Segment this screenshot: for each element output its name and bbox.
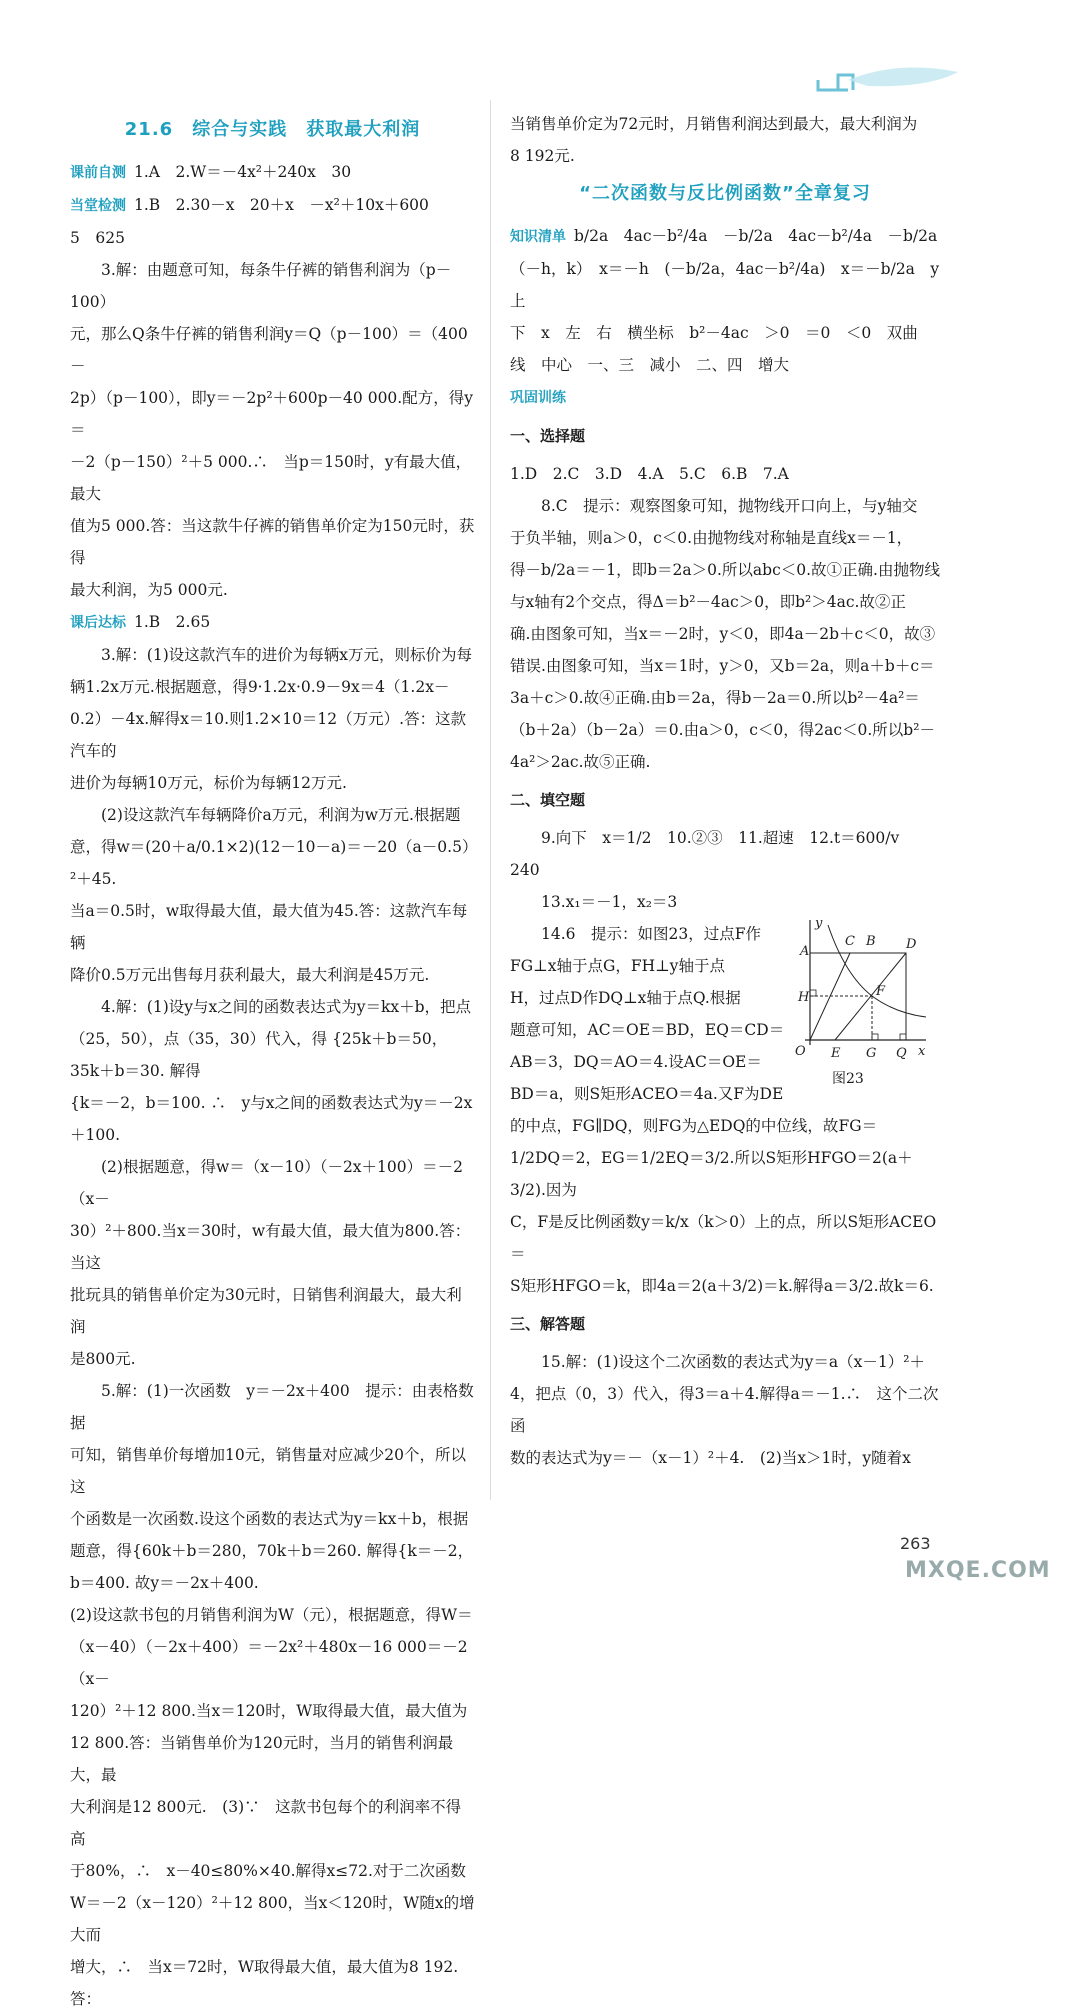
line-text: 9.向下 x＝1/2 10.②③ 11.超速 12.t＝600/v 240 bbox=[510, 829, 915, 879]
line-text: S矩形HFGO＝k，即4a＝2(a＋3/2)＝k.解得a＝3/2.故k＝6. bbox=[510, 1277, 934, 1295]
line-text: 的中点，FG∥DQ，则FG为△EDQ的中位线，故FG＝ bbox=[510, 1117, 878, 1135]
text-line bbox=[70, 1087, 475, 1151]
right-top-lines bbox=[510, 108, 940, 172]
figure-label: D bbox=[906, 937, 917, 952]
text-line bbox=[510, 1142, 940, 1206]
line-text: 可知，销售单价每增加10元，销售量对应减少20个，所以这 bbox=[70, 1446, 466, 1496]
text-line bbox=[70, 1023, 475, 1087]
line-text: W＝－2（x－120）²＋12 800，当x＜120时，W随x的增大而 bbox=[70, 1894, 475, 1944]
text-line bbox=[70, 639, 475, 671]
section-title-left: 21.6 综合与实践 获取最大利润 bbox=[124, 119, 421, 140]
header-decoration bbox=[808, 50, 968, 100]
figure-label: y bbox=[815, 916, 823, 931]
line-text: 30）²＋800.当x＝30时，w有最大值，最大值为800.答：当这 bbox=[70, 1222, 471, 1272]
line-text: 错误.由图象可知，当x＝1时，y＞0，又b＝2a，则a＋b＋c＝ bbox=[510, 657, 935, 675]
text-line bbox=[70, 1887, 475, 1951]
text-line bbox=[70, 446, 475, 510]
text-line bbox=[70, 382, 475, 446]
text-line bbox=[510, 522, 940, 554]
line-text: 8.C 提示：观察图象可知，抛物线开口向上，与y轴交 bbox=[541, 497, 918, 515]
text-line bbox=[510, 1442, 940, 1474]
line-text: 15.解：(1)设这个二次函数的表达式为y＝a（x－1）²＋ bbox=[541, 1353, 925, 1371]
line-text: （－h，k） x＝－h (－b/2a，4ac－b²/4a) x＝－b/2a y 上 bbox=[510, 260, 955, 310]
text-line bbox=[70, 606, 475, 639]
text-line bbox=[70, 254, 475, 318]
text-line bbox=[510, 886, 940, 918]
line-text: 1.D 2.C 3.D 4.A 5.C 6.B 7.A bbox=[510, 465, 789, 483]
text-line bbox=[510, 1378, 940, 1442]
text-line bbox=[70, 318, 475, 382]
figure-label: C bbox=[845, 934, 855, 949]
line-text: (2)根据题意，得w＝（x－10）（－2x＋100）＝－2（x－ bbox=[70, 1158, 463, 1208]
line-text: b/2a 4ac－b²/4a －b/2a 4ac－b²/4a －b/2a bbox=[574, 227, 938, 245]
line-text: 当销售单价定为72元时，月销售利润达到最大，最大利润为 bbox=[510, 115, 918, 133]
text-line bbox=[70, 1727, 475, 1791]
line-text: 最大利润，为5 000元. bbox=[70, 581, 228, 599]
text-line bbox=[510, 381, 940, 414]
line-text: C，F是反比例函数y＝k/x（k＞0）上的点，所以S矩形ACEO＝ bbox=[510, 1213, 937, 1263]
text-line bbox=[510, 618, 940, 650]
text-line bbox=[510, 714, 940, 746]
text-line bbox=[510, 140, 940, 172]
line-text: AB＝3，DQ＝AO＝4.设AC＝OE＝ bbox=[510, 1053, 762, 1071]
left-lines bbox=[70, 156, 475, 2015]
line-text: 确.由图象可知，当x＝－2时，y＜0，即4a－2b＋c＜0，故③ bbox=[510, 625, 936, 643]
figure-label: H bbox=[798, 990, 810, 1005]
line-text: 4a²＞2ac.故⑤正确. bbox=[510, 753, 651, 771]
text-line bbox=[70, 1151, 475, 1215]
line-text: （x－40）（－2x＋400）＝－2x²＋480x－16 000＝－2（x－ bbox=[70, 1638, 468, 1688]
line-text: 120）²＋12 800.当x＝120时，W取得最大值，最大值为 bbox=[70, 1702, 468, 1720]
text-line bbox=[70, 1535, 475, 1599]
line-text: 13.x₁＝－1，x₂＝3 bbox=[541, 893, 678, 911]
line-text: 5 625 bbox=[70, 229, 125, 247]
line-text: 1.A 2.W＝－4x²＋240x 30 bbox=[134, 163, 352, 181]
line-text: H，过点D作DQ⊥x轴于点Q.根据 bbox=[510, 989, 741, 1007]
text-line bbox=[510, 1346, 940, 1378]
line-text: (2)设这款书包的月销售利润为W（元），根据题意，得W＝ bbox=[70, 1606, 473, 1624]
text-line bbox=[70, 1343, 475, 1375]
text-line bbox=[70, 799, 475, 831]
figure-label: E bbox=[831, 1046, 841, 1061]
text-line bbox=[70, 1791, 475, 1855]
section-label: 当堂检测 bbox=[70, 198, 126, 214]
text-line bbox=[70, 831, 475, 895]
text-line bbox=[70, 1855, 475, 1887]
subsection-heading: 一、选择题 bbox=[510, 427, 586, 445]
line-text: 3a＋c＞0.故④正确.由b＝2a，得b－2a＝0.所以b²－4a²＝ bbox=[510, 689, 920, 707]
line-text: 0.2）－4x.解得x＝10.则1.2×10＝12（万元）.答：这款汽车的 bbox=[70, 710, 467, 760]
line-text: 4，把点（0，3）代入，得3＝a＋4.解得a＝－1.∴ 这个二次函 bbox=[510, 1385, 939, 1435]
text-line bbox=[510, 317, 940, 349]
text-line bbox=[70, 991, 475, 1023]
line-text: 进价为每辆10万元，标价为每辆12万元. bbox=[70, 774, 347, 792]
section-label: 巩固训练 bbox=[510, 390, 566, 406]
figure-label: Q bbox=[896, 1046, 907, 1061]
line-text: 与x轴有2个交点，得Δ＝b²－4ac＞0，即b²＞4ac.故②正 bbox=[510, 593, 906, 611]
text-line bbox=[70, 1439, 475, 1503]
line-text: BD＝a，则S矩形ACEO＝4a.又F为DE bbox=[510, 1085, 784, 1103]
text-line bbox=[510, 253, 955, 317]
line-text: 8 192元. bbox=[510, 147, 575, 165]
line-text: 数的表达式为y＝－（x－1）²＋4. (2)当x＞1时，y随着x bbox=[510, 1449, 911, 1467]
text-line bbox=[70, 222, 475, 254]
line-text: －2（p－150）²＋5 000.∴ 当p＝150时，y有最大值，最大 bbox=[70, 453, 472, 503]
right-column bbox=[510, 108, 955, 1474]
text-line bbox=[510, 554, 940, 586]
text-line bbox=[70, 574, 475, 606]
line-text: 增大，∴ 当x＝72时，W取得最大值，最大值为8 192.答： bbox=[70, 1958, 459, 2008]
text-line bbox=[70, 895, 475, 959]
text-line bbox=[510, 1206, 940, 1270]
section-title-right: “二次函数与反比例函数”全章复习 bbox=[579, 183, 871, 204]
line-text: 题意，得{60k＋b＝280，70k＋b＝260. 解得{k＝－2，b＝400. 故y＝－2x＋400. bbox=[70, 1542, 474, 1592]
line-text: {k＝－2，b＝100. ∴ y与x之间的函数表达式为y＝－2x＋100. bbox=[70, 1094, 473, 1144]
section-label: 知识清单 bbox=[510, 229, 566, 245]
text-line bbox=[70, 189, 475, 222]
text-line bbox=[510, 490, 940, 522]
figure-label: F bbox=[876, 984, 886, 999]
text-line bbox=[510, 1270, 940, 1302]
section-label: 课前自测 bbox=[70, 165, 126, 181]
line-text: 14.6 提示：如图23，过点F作 bbox=[541, 925, 761, 943]
text-line bbox=[70, 510, 475, 574]
text-line bbox=[70, 1215, 475, 1279]
text-line bbox=[70, 1279, 475, 1343]
text-line bbox=[510, 458, 940, 490]
line-text: 下 x 左 右 横坐标 b²－4ac ＞0 ＝0 ＜0 双曲 bbox=[510, 324, 918, 342]
line-text: 是800元. bbox=[70, 1350, 136, 1368]
line-text: 1/2DQ＝2，EG＝1/2EQ＝3/2.所以S矩形HFGO＝2(a＋3/2).因为 bbox=[510, 1149, 913, 1199]
text-line bbox=[70, 767, 475, 799]
text-line bbox=[70, 1631, 475, 1695]
line-text: 个函数是一次函数.设这个函数的表达式为y＝kx＋b，根据 bbox=[70, 1510, 469, 1528]
text-line bbox=[510, 586, 940, 618]
line-text: 2p）（p－100），即y＝－2p²＋600p－40 000.配方，得y＝ bbox=[70, 389, 473, 439]
line-text: （b＋2a）（b－2a）＝0.由a＞0，c＜0，得2ac＜0.所以b²－ bbox=[510, 721, 935, 739]
page-number: 263 bbox=[900, 1534, 931, 1553]
right-lines bbox=[510, 220, 955, 1474]
line-text: 5.解：(1)一次函数 y＝－2x＋400 提示：由表格数据 bbox=[70, 1382, 474, 1432]
line-text: 题意可知，AC＝OE＝BD，EQ＝CD＝ bbox=[510, 1021, 785, 1039]
figure-caption: 图23 bbox=[832, 1071, 864, 1087]
text-line bbox=[510, 746, 940, 778]
text-line bbox=[510, 822, 940, 886]
line-text: 值为5 000.答：当这款牛仔裤的销售单价定为150元时，获得 bbox=[70, 517, 475, 567]
line-text: 降价0.5万元出售每月获利最大，最大利润是45万元. bbox=[70, 966, 430, 984]
figure-label: O bbox=[795, 1044, 806, 1059]
line-text: 1.B 2.30－x 20＋x －x²＋10x＋600 bbox=[134, 196, 429, 214]
line-text: (2)设这款汽车每辆降价a万元，利润为w万元.根据题 bbox=[101, 806, 461, 824]
text-line bbox=[510, 682, 940, 714]
line-text: 得－b/2a＝－1，即b＝2a＞0.所以abc＜0.故①正确.由抛物线 bbox=[510, 561, 940, 579]
text-line bbox=[70, 1503, 475, 1535]
line-text: 于负半轴，则a＞0，c＜0.由抛物线对称轴是直线x＝－1， bbox=[510, 529, 913, 547]
left-column bbox=[70, 108, 475, 2015]
text-line bbox=[70, 1951, 475, 2015]
line-text: 当a＝0.5时，w取得最大值，最大值为45.答：这款汽车每辆 bbox=[70, 902, 468, 952]
line-text: 辆1.2x万元.根据题意，得9·1.2x·0.9－9x＝4（1.2x－ bbox=[70, 678, 450, 696]
text-line bbox=[510, 220, 940, 253]
text-line bbox=[70, 1695, 475, 1727]
subsection-heading: 二、填空题 bbox=[510, 791, 586, 809]
line-text: 4.解：(1)设y与x之间的函数表达式为y＝kx＋b，把点 bbox=[101, 998, 472, 1016]
text-line bbox=[70, 703, 475, 767]
line-text: 元，那么Q条牛仔裤的销售利润y＝Q（p－100）＝（400－ bbox=[70, 325, 468, 375]
section-label: 课后达标 bbox=[70, 615, 126, 631]
text-line bbox=[70, 671, 475, 703]
line-text: 于80%，∴ x－40≤80%×40.解得x≤72.对于二次函数 bbox=[70, 1862, 466, 1880]
text-line bbox=[70, 959, 475, 991]
line-text: 意，得w＝(20＋a/0.1×2)(12－10－a)＝－20（a－0.5）²＋45. bbox=[70, 838, 470, 888]
line-text: 3.解：由题意可知，每条牛仔裤的销售利润为（p－100） bbox=[70, 261, 452, 311]
line-text: （25，50），点（35，30）代入，得 {25k＋b＝50，35k＋b＝30. 解得 bbox=[70, 1030, 448, 1080]
line-text: 12 800.答：当销售单价为120元时，当月的销售利润最大，最 bbox=[70, 1734, 454, 1784]
text-line bbox=[510, 349, 940, 381]
text-line bbox=[70, 1599, 475, 1631]
column-divider bbox=[490, 100, 491, 1500]
line-text: 线 中心 一、三 减小 二、四 增大 bbox=[510, 356, 790, 374]
figure-label: x bbox=[918, 1044, 926, 1059]
figure-23 bbox=[795, 915, 930, 1090]
line-text: 大利润是12 800元. (3)∵ 这款书包每个的利润率不得高 bbox=[70, 1798, 462, 1848]
line-text: FG⊥x轴于点G，FH⊥y轴于点 bbox=[510, 957, 725, 975]
text-line bbox=[510, 1110, 940, 1142]
text-line bbox=[70, 156, 475, 189]
text-line bbox=[510, 650, 940, 682]
line-text: 3.解：(1)设这款汽车的进价为每辆x万元，则标价为每 bbox=[101, 646, 472, 664]
line-text: 批玩具的销售单价定为30元时，日销售利润最大，最大利润 bbox=[70, 1286, 462, 1336]
figure-label: B bbox=[866, 934, 876, 949]
text-line bbox=[70, 1375, 475, 1439]
text-line bbox=[510, 108, 940, 140]
figure-label: G bbox=[866, 1046, 877, 1061]
subsection-heading: 三、解答题 bbox=[510, 1315, 586, 1333]
line-text: 1.B 2.65 bbox=[134, 613, 211, 631]
watermark: MXQE.COM bbox=[905, 1558, 1051, 1583]
figure-label: A bbox=[800, 944, 810, 959]
